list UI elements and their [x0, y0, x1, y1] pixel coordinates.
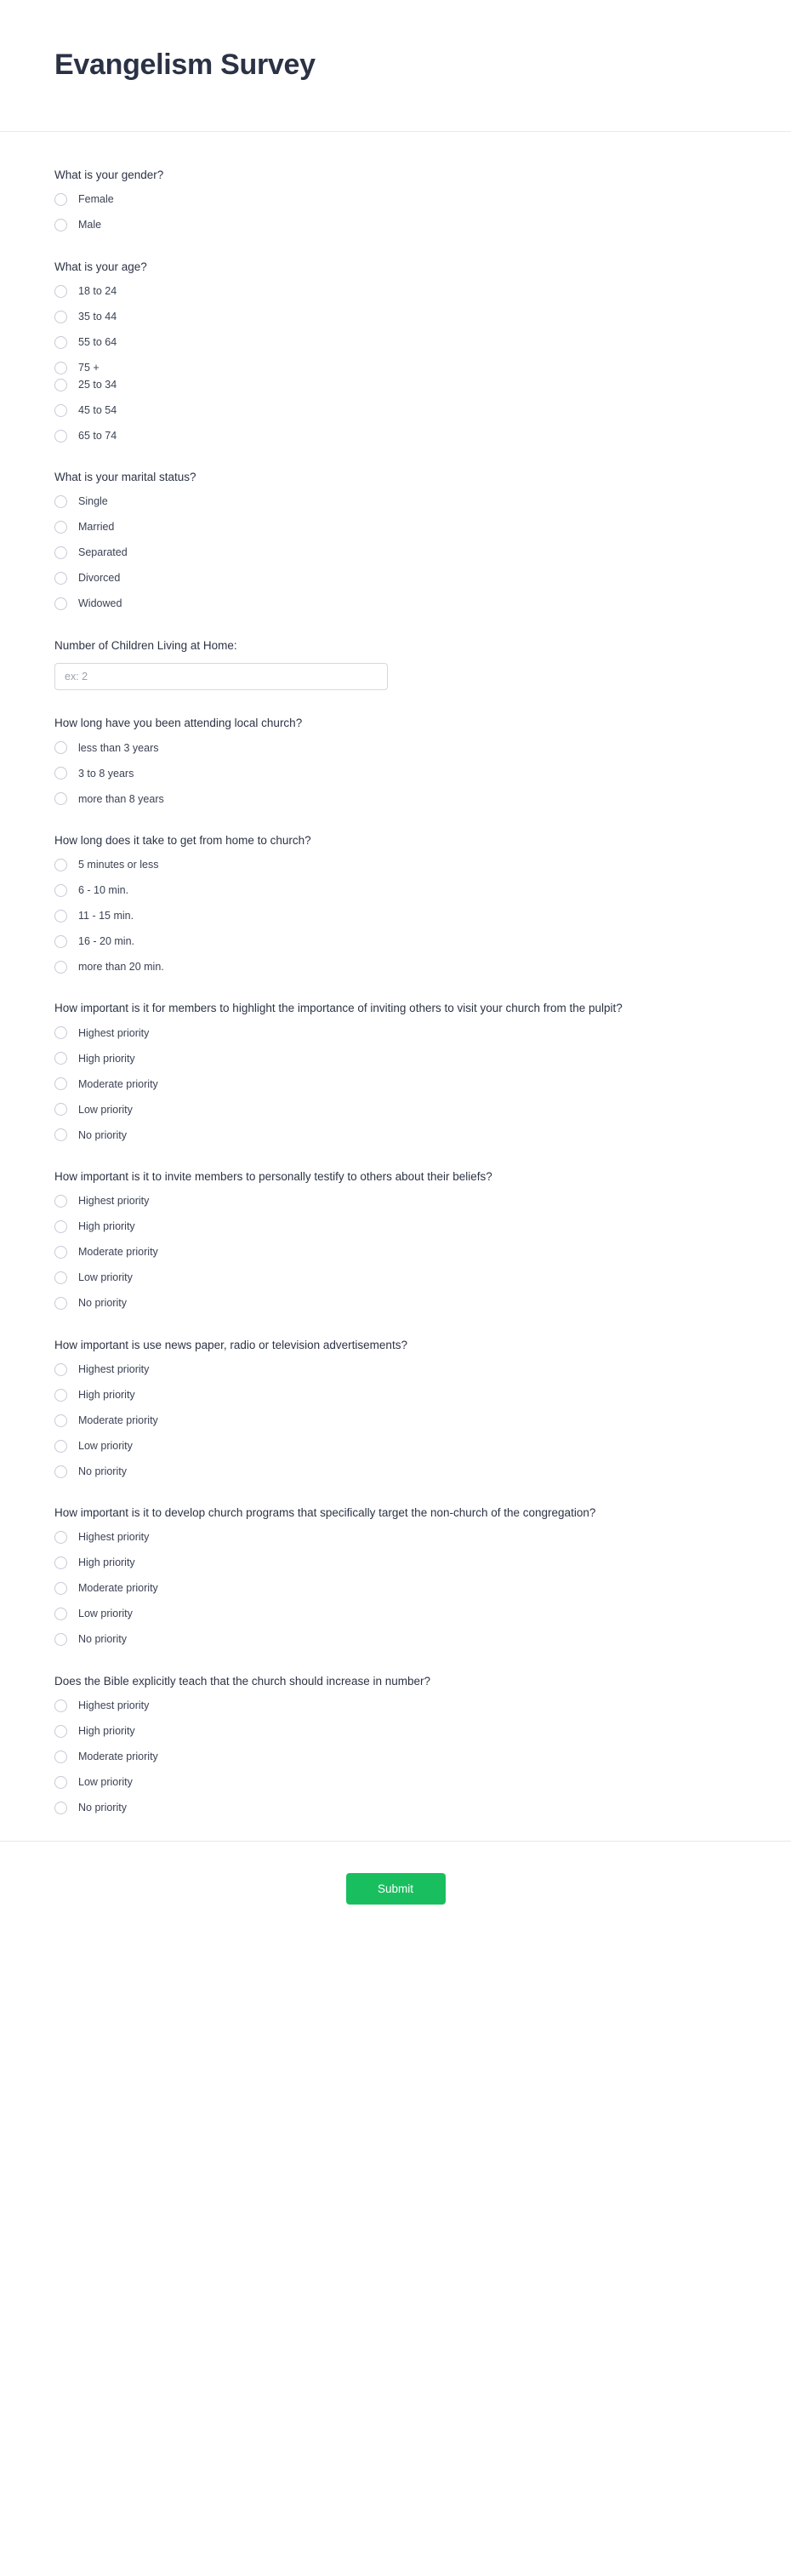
- option-row[interactable]: [54, 596, 737, 613]
- option-label: Highest priority: [78, 1362, 150, 1375]
- option-label: 55 to 64: [78, 335, 117, 348]
- option-group: [54, 283, 737, 444]
- option-group: [54, 1529, 737, 1648]
- radio-button-icon[interactable]: [54, 1363, 67, 1376]
- question-label: What is your age?: [54, 260, 147, 273]
- option-label: No priority: [78, 1465, 127, 1477]
- radio-button-icon[interactable]: [54, 792, 67, 805]
- option-label: 16 - 20 min.: [78, 935, 135, 948]
- option-row[interactable]: [54, 1631, 737, 1648]
- question-label: How important is it to develop church programs that specifically target the non-church of the congregation?: [54, 1506, 596, 1520]
- radio-button-icon[interactable]: [54, 1246, 67, 1259]
- radio-button-icon[interactable]: [54, 1725, 67, 1738]
- option-label: Low priority: [78, 1103, 133, 1116]
- option-label: No priority: [78, 1633, 127, 1646]
- question-label: What is your marital status?: [54, 471, 196, 484]
- option-label: High priority: [78, 1220, 135, 1233]
- option-label: Moderate priority: [78, 1246, 158, 1259]
- option-row[interactable]: [54, 427, 423, 444]
- option-column-right: [54, 376, 423, 444]
- option-label: more than 8 years: [78, 792, 164, 805]
- option-row[interactable]: [54, 1580, 737, 1597]
- option-row[interactable]: [54, 1244, 737, 1261]
- radio-button-icon[interactable]: [54, 597, 67, 610]
- radio-button-icon[interactable]: [54, 1751, 67, 1763]
- option-label: Female: [78, 193, 114, 206]
- option-row[interactable]: [54, 1529, 737, 1546]
- option-label: more than 20 min.: [78, 961, 164, 974]
- form-footer: [0, 1841, 791, 1956]
- radio-button-icon[interactable]: [54, 1271, 67, 1284]
- option-row[interactable]: [54, 933, 737, 950]
- option-row[interactable]: [54, 1270, 737, 1287]
- radio-button-icon[interactable]: [54, 1802, 67, 1814]
- radio-button-icon[interactable]: [54, 961, 67, 974]
- option-label: 6 - 10 min.: [78, 884, 129, 897]
- option-row[interactable]: [54, 1799, 737, 1816]
- radio-button-icon[interactable]: [54, 404, 67, 417]
- option-label: 65 to 74: [78, 429, 117, 442]
- option-row[interactable]: [54, 359, 423, 376]
- form-header: [0, 0, 791, 132]
- radio-button-icon[interactable]: [54, 859, 67, 871]
- form-body: [0, 132, 791, 1816]
- radio-button-icon[interactable]: [54, 1414, 67, 1427]
- option-label: Highest priority: [78, 1026, 150, 1039]
- option-row[interactable]: [54, 958, 737, 975]
- question-block: [54, 637, 737, 691]
- option-row[interactable]: [54, 1219, 737, 1236]
- option-row[interactable]: [54, 519, 737, 536]
- option-row[interactable]: [54, 494, 737, 511]
- option-label: 45 to 54: [78, 403, 117, 416]
- option-row[interactable]: [54, 1555, 737, 1572]
- option-row[interactable]: [54, 907, 737, 924]
- option-label: Low priority: [78, 1608, 133, 1620]
- option-label: Single: [78, 495, 108, 508]
- radio-button-icon[interactable]: [54, 1582, 67, 1595]
- option-label: Married: [78, 521, 115, 534]
- option-label: Highest priority: [78, 1195, 150, 1208]
- question-label: How important is it for members to highlight the importance of inviting others to visit your church from the pulpit?: [54, 1002, 623, 1015]
- option-row[interactable]: [54, 1386, 737, 1403]
- radio-button-icon[interactable]: [54, 1699, 67, 1712]
- option-label: Separated: [78, 546, 128, 559]
- radio-button-icon[interactable]: [54, 311, 67, 323]
- option-row[interactable]: [54, 570, 737, 587]
- radio-button-icon[interactable]: [54, 1195, 67, 1208]
- question-label: What is your gender?: [54, 168, 164, 181]
- question-block: [54, 167, 737, 234]
- option-label: Divorced: [78, 572, 121, 585]
- option-label: 11 - 15 min.: [78, 910, 134, 922]
- radio-button-icon[interactable]: [54, 495, 67, 508]
- option-label: Moderate priority: [78, 1582, 158, 1595]
- option-row[interactable]: [54, 1050, 737, 1067]
- option-label: Moderate priority: [78, 1414, 158, 1426]
- radio-button-icon[interactable]: [54, 1556, 67, 1569]
- option-label: Moderate priority: [78, 1077, 158, 1090]
- option-label: 75 +: [78, 361, 100, 374]
- radio-button-icon[interactable]: [54, 1389, 67, 1402]
- option-row[interactable]: [54, 1295, 737, 1312]
- option-column-left: [54, 283, 423, 376]
- radio-button-icon[interactable]: [54, 1633, 67, 1646]
- radio-button-icon[interactable]: [54, 1531, 67, 1544]
- option-label: 25 to 34: [78, 378, 117, 391]
- option-row[interactable]: [54, 1076, 737, 1093]
- option-row[interactable]: [54, 791, 737, 808]
- option-row[interactable]: [54, 1437, 737, 1454]
- option-group: [54, 494, 737, 613]
- option-row[interactable]: [54, 283, 423, 300]
- page-title: Evangelism Survey: [54, 49, 316, 82]
- option-label: Low priority: [78, 1271, 133, 1284]
- radio-button-icon[interactable]: [54, 430, 67, 443]
- radio-button-icon[interactable]: [54, 1103, 67, 1116]
- question-block: [54, 1000, 737, 1144]
- question-block: [54, 1168, 737, 1312]
- option-row[interactable]: [54, 1748, 737, 1765]
- option-row[interactable]: [54, 1606, 737, 1623]
- option-row[interactable]: [54, 217, 737, 234]
- option-row[interactable]: [54, 1127, 737, 1144]
- option-group: [54, 1697, 737, 1816]
- option-label: 18 to 24: [78, 284, 117, 297]
- radio-button-icon[interactable]: [54, 1608, 67, 1620]
- option-label: Widowed: [78, 597, 122, 610]
- option-row[interactable]: [54, 191, 737, 208]
- option-label: Highest priority: [78, 1531, 150, 1544]
- option-label: High priority: [78, 1724, 135, 1737]
- question-block: [54, 832, 737, 976]
- option-group: [54, 740, 737, 808]
- option-row[interactable]: [54, 1722, 737, 1739]
- radio-button-icon[interactable]: [54, 1052, 67, 1065]
- radio-button-icon[interactable]: [54, 1077, 67, 1090]
- radio-button-icon[interactable]: [54, 193, 67, 206]
- option-row[interactable]: [54, 1773, 737, 1791]
- option-label: 3 to 8 years: [78, 767, 134, 780]
- radio-button-icon[interactable]: [54, 1440, 67, 1453]
- option-row[interactable]: [54, 740, 737, 757]
- option-label: Male: [78, 219, 102, 231]
- question-label: How important is use news paper, radio or television advertisements?: [54, 1338, 407, 1351]
- option-label: Highest priority: [78, 1699, 150, 1711]
- option-row[interactable]: [54, 1025, 737, 1042]
- option-row[interactable]: [54, 545, 737, 562]
- option-row[interactable]: [54, 1361, 737, 1378]
- option-label: No priority: [78, 1801, 127, 1813]
- option-label: No priority: [78, 1128, 127, 1141]
- radio-button-icon[interactable]: [54, 1026, 67, 1039]
- question-label: How long does it take to get from home to church?: [54, 833, 311, 847]
- question-block: [54, 715, 737, 808]
- option-label: High priority: [78, 1052, 135, 1065]
- question-label: How long have you been attending local church?: [54, 717, 303, 730]
- option-label: Low priority: [78, 1775, 133, 1788]
- option-label: High priority: [78, 1388, 135, 1401]
- question-block: [54, 1337, 737, 1481]
- option-row[interactable]: [54, 334, 423, 351]
- option-group: [54, 1193, 737, 1312]
- question-label: Number of Children Living at Home:: [54, 638, 237, 652]
- radio-button-icon[interactable]: [54, 362, 67, 374]
- question-block: [54, 1505, 737, 1648]
- option-group: [54, 191, 737, 234]
- option-row[interactable]: [54, 308, 423, 325]
- option-group: [54, 856, 737, 975]
- option-row[interactable]: [54, 1697, 737, 1714]
- question-block: [54, 469, 737, 613]
- radio-button-icon[interactable]: [54, 741, 67, 754]
- option-label: Low priority: [78, 1439, 133, 1452]
- option-row[interactable]: [54, 1412, 737, 1429]
- radio-button-icon[interactable]: [54, 884, 67, 897]
- option-row[interactable]: [54, 376, 423, 393]
- radio-button-icon[interactable]: [54, 1128, 67, 1141]
- radio-button-icon[interactable]: [54, 1465, 67, 1478]
- option-label: less than 3 years: [78, 741, 159, 754]
- question-label: How important is it to invite members to personally testify to others about their beliefs?: [54, 1169, 492, 1183]
- option-row[interactable]: [54, 1101, 737, 1118]
- option-row[interactable]: [54, 402, 423, 419]
- question-block: [54, 259, 737, 445]
- radio-button-icon[interactable]: [54, 1220, 67, 1233]
- option-row[interactable]: [54, 882, 737, 899]
- radio-button-icon[interactable]: [54, 521, 67, 534]
- option-label: High priority: [78, 1556, 135, 1569]
- radio-button-icon[interactable]: [54, 1297, 67, 1310]
- option-label: 35 to 44: [78, 310, 117, 323]
- option-row[interactable]: [54, 856, 737, 873]
- option-label: 5 minutes or less: [78, 859, 159, 871]
- radio-button-icon[interactable]: [54, 219, 67, 231]
- children-count-input[interactable]: [54, 663, 388, 690]
- radio-button-icon[interactable]: [54, 546, 67, 559]
- radio-button-icon[interactable]: [54, 285, 67, 298]
- option-row[interactable]: [54, 765, 737, 782]
- option-group: [54, 1361, 737, 1480]
- radio-button-icon[interactable]: [54, 767, 67, 780]
- option-label: No priority: [78, 1297, 127, 1310]
- radio-button-icon[interactable]: [54, 336, 67, 349]
- radio-button-icon[interactable]: [54, 910, 67, 922]
- option-row[interactable]: [54, 1463, 737, 1480]
- radio-button-icon[interactable]: [54, 572, 67, 585]
- submit-button[interactable]: Submit: [346, 1873, 446, 1905]
- radio-button-icon[interactable]: [54, 935, 67, 948]
- question-block: [54, 1673, 737, 1817]
- radio-button-icon[interactable]: [54, 1776, 67, 1789]
- option-group: [54, 1025, 737, 1144]
- question-label: Does the Bible explicitly teach that the church should increase in number?: [54, 1674, 430, 1688]
- option-row[interactable]: [54, 1193, 737, 1210]
- option-label: Moderate priority: [78, 1750, 158, 1762]
- radio-button-icon[interactable]: [54, 379, 67, 391]
